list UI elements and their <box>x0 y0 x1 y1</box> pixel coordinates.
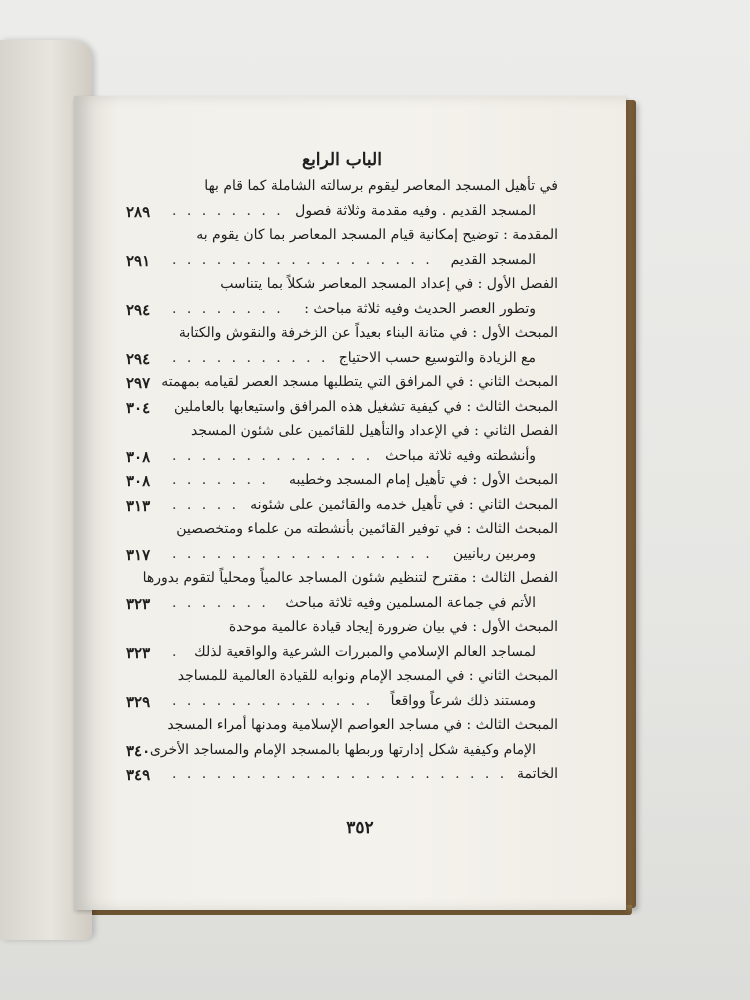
page-number: ٣٥٢ <box>346 818 374 838</box>
toc-entry-text: المبحث الأول : في تأهيل إمام المسجد وخطيبه <box>289 472 558 488</box>
toc-entry <box>126 446 558 471</box>
toc-entry <box>126 593 558 618</box>
toc-entry-text: المبحث الثالث : في توفير القائمين بأنشطته من علماء ومتخصصين <box>176 521 558 537</box>
toc-leader-dots: . . . . . . . . . . . <box>172 349 329 366</box>
toc-entry <box>126 201 558 226</box>
toc-entry-page: ٣٠٨ <box>126 472 151 490</box>
toc-entry <box>126 544 558 569</box>
toc-list <box>126 176 558 789</box>
toc-entry-text: المبحث الثاني : في تأهيل خدمه والقائمين على شئونه <box>250 496 558 513</box>
toc-entry-text: الأتم في جماعة المسلمين وفيه ثلاثة مباحث <box>285 594 536 611</box>
toc-entry <box>126 495 558 520</box>
toc-entry <box>126 176 558 201</box>
toc-entry <box>126 715 558 740</box>
toc-entry-page: ٣٢٣ <box>126 643 151 662</box>
chapter-title: الباب الرابع <box>302 150 382 170</box>
toc-entry-text: المبحث الثاني : في المرافق التي يتطلبها مسجد العصر لقيامه بمهمته <box>161 374 558 390</box>
toc-entry-page: ٣١٣ <box>126 496 151 515</box>
toc-entry-text: ومستند ذلك شرعاً وواقعاً <box>390 692 536 709</box>
toc-entry-text: الفصل الأول : في إعداد المسجد المعاصر شكلاً بما يتناسب <box>220 276 558 292</box>
toc-leader-dots: . <box>172 643 180 660</box>
toc-entry-page: ٣٢٩ <box>126 692 151 711</box>
toc-entry-page: ٣١٧ <box>126 545 151 564</box>
toc-leader-dots: . . . . . . . . . . . . . . . . . . <box>172 545 433 562</box>
toc-entry-text: المقدمة : توضيح إمكانية قيام المسجد المعاصر بما كان يقوم به <box>196 227 558 243</box>
toc-leader-dots: . . . . . . . . . . . . . . <box>172 692 374 709</box>
toc-entry <box>126 642 558 667</box>
toc-entry-text: المبحث الثالث : في كيفية تشغيل هذه المرافق واستيعابها بالعاملين <box>174 398 558 415</box>
toc-entry <box>126 225 558 250</box>
toc-entry-page: ٢٨٩ <box>126 202 151 221</box>
toc-entry-text: المسجد القديم . وفيه مقدمة وثلاثة فصول <box>295 202 536 219</box>
toc-leader-dots: . . . . . . . <box>172 594 269 611</box>
toc-entry <box>126 323 558 348</box>
toc-entry-text: الفصل الثاني : في الإعداد والتأهيل للقائمين على شئون المسجد <box>190 423 558 439</box>
toc-entry-page: ٢٩١ <box>126 251 151 270</box>
toc-entry-page: ٣٠٨ <box>126 447 151 466</box>
toc-leader-dots: . . . . . . . . <box>172 300 284 317</box>
toc-leader-dots: . . . . . . . <box>172 472 269 488</box>
toc-leader-dots: . . . . . . . . . . . . . . . . . . <box>172 251 433 268</box>
toc-entry-text: وأنشطته وفيه ثلاثة مباحث <box>385 447 536 464</box>
toc-entry-page: ٢٩٤ <box>126 349 151 368</box>
toc-entry <box>126 519 558 544</box>
toc-entry-page: ٣٢٣ <box>126 594 151 613</box>
toc-leader-dots: . . . . . <box>172 496 240 513</box>
toc-entry <box>126 397 558 422</box>
toc-entry-text: الفصل الثالث : مقترح لتنظيم شئون المساجد عالمياً ومحلياً لتقوم بدورها <box>142 570 558 586</box>
table-of-contents <box>126 150 558 789</box>
toc-leader-dots: . . . . . . . . . . . . . . . . . . . . . . . <box>172 766 508 782</box>
toc-entry-text: المبحث الأول : في متانة البناء بعيداً عن الزخرفة والنقوش والكتابة <box>178 325 558 341</box>
toc-entry <box>126 740 558 765</box>
toc-entry-text: في تأهيل المسجد المعاصر ليقوم برسالته الشاملة كما قام بها <box>204 178 558 194</box>
toc-leader-dots: . . . . . . . . <box>172 202 284 219</box>
toc-entry-text: المبحث الثاني : في المسجد الإمام ونوابه للقيادة العالمية للمساجد <box>177 668 558 684</box>
toc-entry <box>126 691 558 716</box>
toc-entry <box>126 421 558 446</box>
toc-entry-text: المبحث الأول : في بيان ضرورة إيجاد قيادة عالمية موحدة <box>228 619 558 635</box>
toc-entry-text: الخاتمة <box>517 766 558 782</box>
toc-entry-page: ٣٤٠ <box>126 741 151 760</box>
toc-entry <box>126 348 558 373</box>
toc-entry-page: ٣٠٤ <box>126 398 151 417</box>
toc-entry-text: وتطور العصر الحديث وفيه ثلاثة مباحث : <box>304 300 536 317</box>
toc-entry-text: الإمام وكيفية شكل إدارتها وربطها بالمسجد الإمام والمساجد الأخرى <box>149 741 536 758</box>
toc-entry <box>126 372 558 397</box>
toc-entry <box>126 250 558 275</box>
toc-entry <box>126 764 558 789</box>
toc-entry <box>126 617 558 642</box>
toc-entry-page: ٢٩٧ <box>126 374 151 392</box>
toc-entry-text: ومربين ربانيين <box>452 545 536 562</box>
toc-entry-text: المبحث الثالث : في مساجد العواصم الإسلامية ومدنها أمراء المسجد <box>167 717 558 733</box>
toc-entry-page: ٢٩٤ <box>126 300 151 319</box>
toc-leader-dots: . . . . . . . . . . . . . . <box>172 447 374 464</box>
toc-entry <box>126 666 558 691</box>
toc-entry-text: مع الزيادة والتوسيع حسب الاحتياج <box>338 349 536 366</box>
toc-entry-text: المسجد القديم <box>450 251 536 268</box>
toc-entry <box>126 568 558 593</box>
toc-entry <box>126 470 558 495</box>
toc-entry <box>126 274 558 299</box>
toc-entry-page: ٣٤٩ <box>126 766 151 784</box>
toc-entry-text: لمساجد العالم الإسلامي والمبررات الشرعية والواقعية لذلك <box>194 643 536 660</box>
toc-entry <box>126 299 558 324</box>
